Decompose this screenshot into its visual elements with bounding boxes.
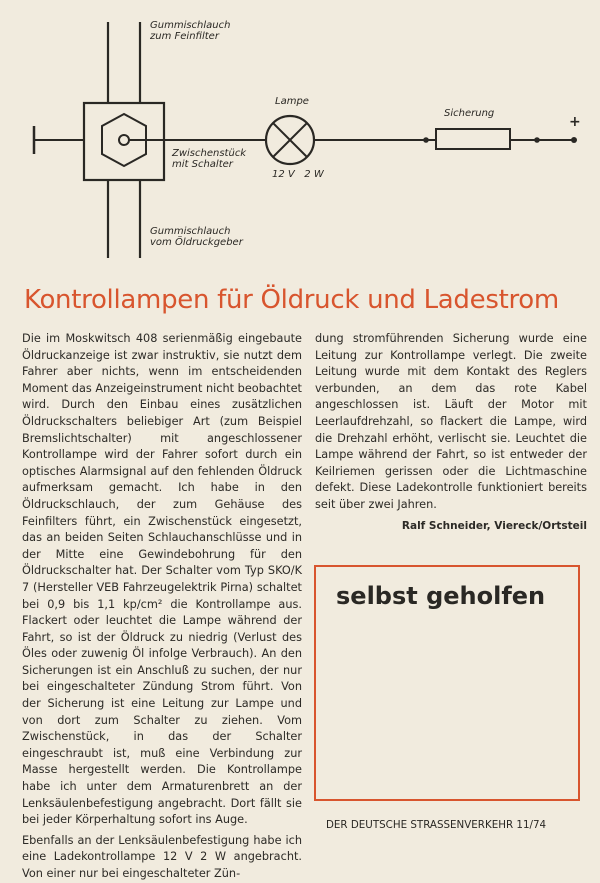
- article-column-right: [315, 331, 587, 534]
- label-lamp: Lampe: [275, 96, 309, 107]
- hose-bottom-outline: [108, 180, 140, 258]
- article-paragraph: dung stromführenden Sicherung wurde eine Leitung zur Kontrollampe verlegt. Die zweite Leitung wurde mit dem Kontakt des Reglers verbunden, an dem das rote Kabel angeschlossen ist. Läuft der Motor mit Leerlaufdrehzahl, so flackert die Lampe, wird die Drehzahl erhöht, verlischt sie. Leuchtet die Lampe während der Fahrt, so ist entweder der Keilriemen gerissen oder die Lichtmaschine defekt. Diese Ladekontrolle funktioniert bereits seit über zwei Jahren.: [315, 332, 587, 511]
- column-box: [314, 565, 580, 801]
- publication-footer: DER DEUTSCHE STRASSENVERKEHR 11/74: [326, 819, 547, 831]
- junction-dot-1: [423, 137, 429, 143]
- author-signature: Ralf Schneider, Viereck/Ortsteil: [401, 519, 587, 532]
- article-headline: Kontrollampen für Öldruck und Ladestrom: [24, 285, 559, 315]
- article-paragraph: Ebenfalls an der Lenksäulenbefestigung habe ich eine Ladekontrollampe 12 V 2 W angebracht. Von einer nur bei eingeschalteter Zün-: [22, 833, 302, 880]
- article-paragraph: Die im Moskwitsch 408 serienmäßig eingebaute Öldruckanzeige ist zwar instruktiv, sie nutzt dem Fahrer aber nichts, wenn im entscheidenden Moment das Anzeigeinstrument nicht beobachtet wird. Durch den Einbau eines zusätzlichen Öldruckschalters beliebiger Art (zum Beispiel Bremslichtschalter) mit angeschlossener Kontrollampe wird der Fahrer sofort durch ein optisches Alarmsignal auf den fehlenden Öldruck aufmerksam gemacht. Ich habe in den Öldruckschlauch, der zum Gehäuse des Feinfilters führt, ein Zwischenstück eingesetzt, das an beiden Seiten Schlauchanschlüsse und in der Mitte eine Gewindebohrung für den Öldruckschalter hat. Der Schalter vom Typ SKO/K 7 (Hersteller VEB Fahrzeugelektrik Pirna) schaltet bei 0,9 bis 1,1 kp/cm² die Kontrollampe aus. Flackert oder leuchtet die Lampe während der Fahrt, so ist der Öldruck zu niedrig (Verlust des Öles oder zuwenig Öl infolge Verbrauch). An den Sicherungen ist ein Anschluß zu suchen, der nur bei eingeschalteter Zündung Strom führt. Von der Sicherung ist eine Leitung zur Lampe und von dort zum Schalter zu ziehen. Vom Zwischenstück, in das der Schalter eingeschraubt ist, muß eine Verbindung zur Masse hergestellt werden. Die Kontrollampe habe ich unter dem Armaturenbrett an der Lenksäulenbefestigung angebracht. Dort fällt sie bei jeder Körperhaltung sofort ins Auge.: [22, 332, 302, 827]
- fuse-icon: [436, 129, 510, 149]
- junction-dot-2: [534, 137, 540, 143]
- hose-top-outline: [108, 22, 140, 104]
- article-column-left: [22, 331, 302, 883]
- label-adapter: Zwischenstück mit Schalter: [172, 148, 247, 170]
- label-fuse: Sicherung: [444, 108, 495, 119]
- switch-terminal: [119, 135, 129, 145]
- label-plus: +: [569, 114, 581, 130]
- box-title: selbst geholfen: [336, 582, 546, 610]
- label-lamp-rating: 12 V 2 W: [272, 169, 324, 180]
- wiring-diagram: [0, 0, 600, 270]
- plus-terminal-dot: [571, 137, 577, 143]
- label-hose-bottom: Gummischlauch vom Öldruckgeber: [150, 226, 243, 248]
- label-hose-top: Gummischlauch zum Feinfilter: [150, 20, 231, 42]
